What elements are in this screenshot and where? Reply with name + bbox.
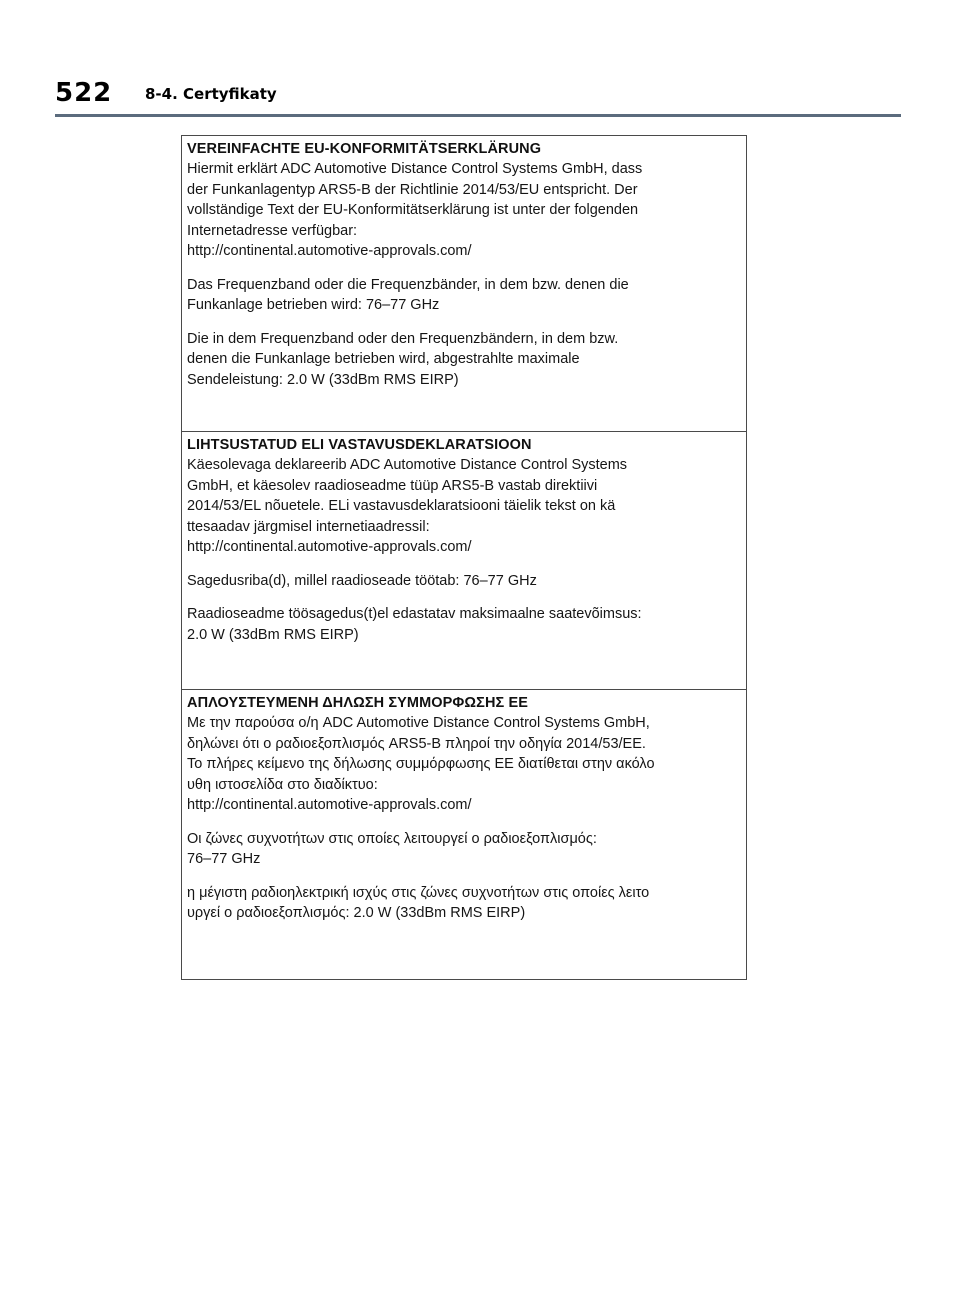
declaration-line: Hiermit erklärt ADC Automotive Distance Control Systems GmbH, dass [187,161,643,177]
frequency-band-line: Funkanlage betrieben wird: 76–77 GHz [187,297,440,313]
declaration-block-german [182,135,746,431]
declaration-url: http://continental.automotive-approvals.com/ [187,539,472,555]
declaration-line: vollständige Text der EU-Konformitätserklärung ist unter der folgenden [187,202,639,218]
declaration-heading: LIHTSUSTATUD ELI VASTAVUSDEKLARATSIOON [187,437,532,453]
max-power-line: 2.0 W (33dBm RMS EIRP) [187,626,359,643]
max-power-line: Raadioseadme töösagedus(t)el edastatav maksimaalne saatevõimsus: [187,606,642,622]
declaration-line: υθη ιστοσελίδα στο διαδίκτυο: [187,776,378,793]
declaration-line: Με την παρούσα ο/η ADC Automotive Distance Control Systems GmbH, [187,715,650,731]
frequency-band-line: Οι ζώνες συχνοτήτων στις οποίες λειτουργεί ο ραδιοεξοπλισμός: [187,830,597,847]
certificate-frame [181,135,747,980]
max-power-line: Die in dem Frequenzband oder den Frequenzbändern, in dem bzw. [187,330,619,347]
max-power-line: η μέγιστη ραδιοηλεκτρική ισχύς στις ζώνες συχνοτήτων στις οποίες λειτο [187,884,650,901]
declaration-line: Internetadresse verfügbar: [187,222,358,239]
max-power-line: υργεί ο ραδιοεξοπλισμός: 2.0 W (33dBm RMS EIRP) [187,905,526,921]
declaration-line: Το πλήρες κείμενο της δήλωσης συμμόρφωσης ΕΕ διατίθεται στην ακόλο [187,756,655,772]
declaration-line: 2014/53/EL nõuetele. ELi vastavusdeklaratsiooni täielik tekst on kä [187,498,616,514]
declaration-line: der Funkanlagentyp ARS5-B der Richtlinie 2014/53/EU entspricht. Der [187,181,638,198]
declaration-block-greek [182,689,746,980]
section-title: 8-4. Certyfikaty [145,85,277,103]
declaration-line: δηλώνει ότι ο ραδιοεξοπλισμός ARS5-B πληροί την οδηγία 2014/53/ΕΕ. [187,735,646,752]
declaration-line: ttesaadav järgmisel internetiaadressil: [187,518,430,535]
declaration-block-estonian [182,431,746,689]
frequency-band-line: 76–77 GHz [187,851,261,867]
frequency-band-line: Das Frequenzband oder die Frequenzbänder, in dem bzw. denen die [187,276,629,293]
frequency-band-line: Sagedusriba(d), millel raadioseade töötab: 76–77 GHz [187,572,537,589]
declaration-url: http://continental.automotive-approvals.com/ [187,797,472,813]
declaration-line: GmbH, et käesolev raadioseadme tüüp ARS5-B vastab direktiivi [187,477,598,494]
declaration-url: http://continental.automotive-approvals.com/ [187,243,472,259]
max-power-line: denen die Funkanlage betrieben wird, abgestrahlte maximale [187,351,580,367]
page-header [0,78,960,114]
header-divider [55,114,901,117]
declaration-heading: ΑΠΛΟΥΣΤΕΥΜΕΝΗ ΔΗΛΩΣΗ ΣΥΜΜΟΡΦΩΣΗΣ ΕΕ [187,695,528,711]
page-number: 522 [55,78,113,108]
declaration-line: Käesolevaga deklareerib ADC Automotive Distance Control Systems [187,457,628,473]
max-power-line: Sendeleistung: 2.0 W (33dBm RMS EIRP) [187,371,459,388]
declaration-heading: VEREINFACHTE EU-KONFORMITÄTSERKLÄRUNG [187,141,542,157]
